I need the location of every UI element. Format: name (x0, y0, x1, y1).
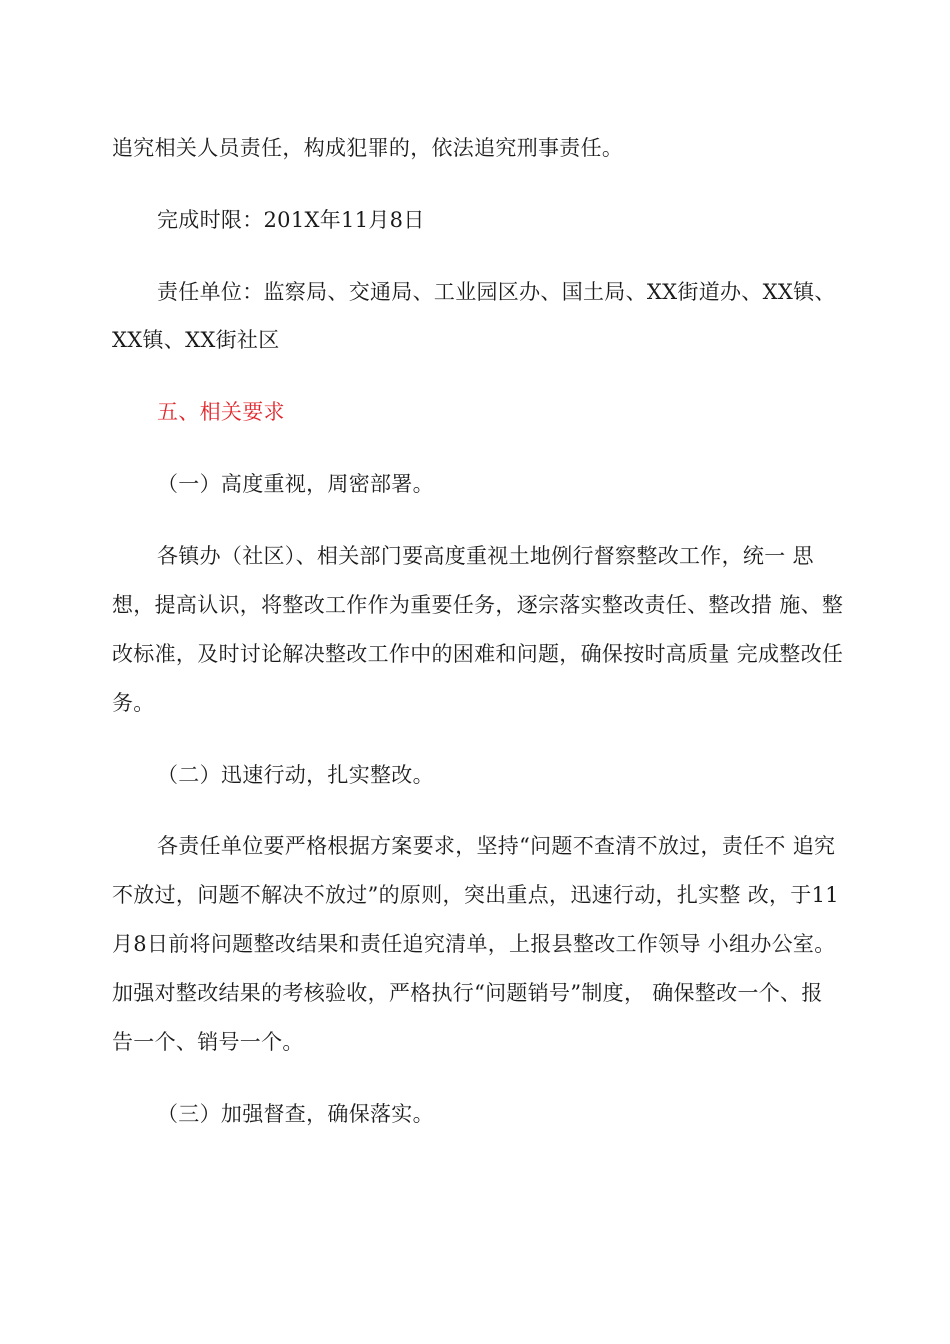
paragraph-2-line-2: 不放过，问题不解决不放过”的原则，突出重点，迅速行动，扎实整 改，于11 (112, 883, 839, 907)
paragraph-1-line-3: 改标准，及时讨论解决整改工作中的困难和问题，确保按时高质量 完成整改任 (112, 642, 844, 666)
responsible-units-line-1: 责任单位：监察局、交通局、工业园区办、国土局、XX街道办、XX镇、 (157, 280, 836, 304)
paragraph-1-line-2: 想，提高认识，将整改工作作为重要任务，逐宗落实整改责任、整改措 施、整 (112, 593, 844, 617)
paragraph-2-line-4: 加强对整改结果的考核验收，严格执行“问题销号”制度， 确保整改一个、报 (112, 981, 823, 1005)
paragraph-continuation: 追究相关人员责任，构成犯罪的，依法追究刑事责任。 (112, 136, 624, 160)
subsection-heading-3: （三）加强督查，确保落实。 (157, 1102, 434, 1126)
responsible-units-line-2: XX镇、XX街社区 (112, 328, 280, 352)
section-heading: 五、相关要求 (157, 400, 285, 424)
paragraph-1-line-4: 务。 (112, 691, 155, 715)
paragraph-2-line-3: 月8日前将问题整改结果和责任追究清单，上报县整改工作领导 小组办公室。 (112, 932, 836, 956)
paragraph-1-line-1: 各镇办（社区）、相关部门要高度重视土地例行督察整改工作，统一 思 (157, 544, 814, 568)
paragraph-2-line-5: 告一个、销号一个。 (112, 1030, 304, 1054)
subsection-heading-1: （一）高度重视，周密部署。 (157, 472, 434, 496)
subsection-heading-2: （二）迅速行动，扎实整改。 (157, 763, 434, 787)
paragraph-2-line-1: 各责任单位要严格根据方案要求，坚持“问题不查清不放过，责任不 追究 (157, 834, 836, 858)
deadline-line: 完成时限：201X年11月8日 (157, 208, 425, 232)
